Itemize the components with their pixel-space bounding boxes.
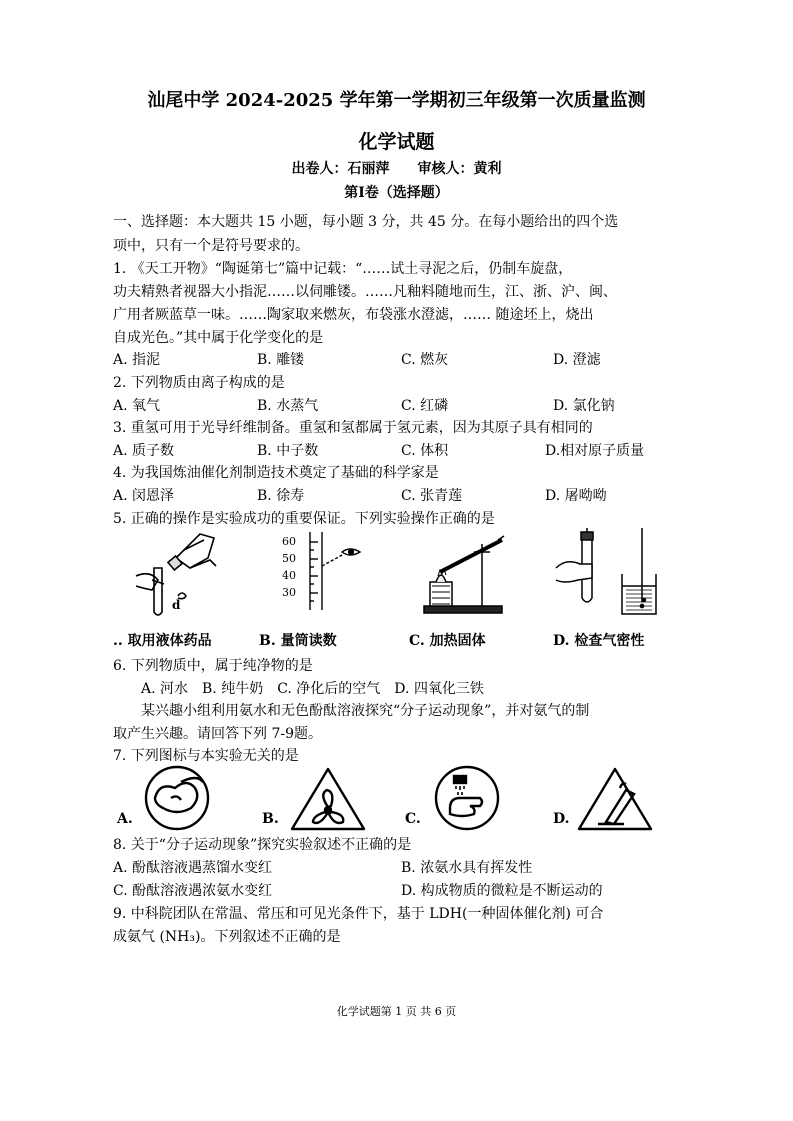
- q4-stem: 4. 为我国炼油催化剂制造技术奠定了基础的科学家是: [113, 465, 439, 481]
- q1-line3: 广用者厥蓝草一味。……陶家取来燃灰，布袋涨水澄滤，…… 随途坯上，烧出: [113, 307, 594, 323]
- q1-line1: 1. 《天工开物》“陶诞第七”篇中记载：“……试土寻泥之后，仍制车旋盘，: [113, 261, 573, 277]
- cylinder-tick-60: 60: [282, 535, 296, 548]
- q8-stem: 8. 关于“分子运动现象”探究实验叙述不正确的是: [113, 837, 412, 853]
- q6-options: A. 河水 B. 纯牛奶 C. 净化后的空气 D. 四氧化三铁: [141, 681, 484, 697]
- cylinder-tick-50: 50: [282, 552, 296, 565]
- q5-option-d: D. 检查气密性: [553, 633, 645, 649]
- q8-option-d: D. 构成物质的微粒是不断运动的: [401, 883, 603, 899]
- q3-option-b: B. 中子数: [257, 443, 319, 459]
- q5-figure-pour-liquid: [128, 528, 223, 620]
- q5-figure-cylinder-reading: [282, 532, 372, 612]
- subject-title: 化学试题: [358, 131, 435, 153]
- q5-stem: 5. 正确的操作是实验成功的重要保证。下列实验操作正确的是: [113, 511, 495, 527]
- section-instruction-line2: 项中，只有一个是符号要求的。: [113, 238, 309, 254]
- q8-option-b: B. 浓氨水具有挥发性: [401, 860, 533, 876]
- q2-option-c: C. 红磷: [401, 398, 449, 414]
- section-instruction-line1: 一、选择题：本大题共 15 小题，每小题 3 分，共 45 分。在每小题给出的四个选: [113, 214, 619, 230]
- q1-option-d: D. 澄滤: [553, 352, 601, 368]
- page-footer: 化学试题第 1 页 共 6 页: [336, 1005, 457, 1018]
- q1-line2: 功夫精熟者视器大小指泥……以伺雕镂。……凡釉料随地而生，江、浙、沪、闽、: [113, 284, 617, 300]
- q9-line2: 成氨气 (NH₃)。下列叙述不正确的是: [113, 929, 341, 945]
- q7-icon-fan-ventilation-icon: [289, 766, 367, 832]
- q4-option-d: D. 屠呦呦: [545, 488, 607, 504]
- q2-option-d: D. 氯化钠: [553, 398, 615, 414]
- q5-option-c: C. 加热固体: [409, 633, 486, 649]
- q1-option-b: B. 雕镂: [257, 352, 305, 368]
- q5-option-b: B. 量筒读数: [259, 633, 337, 649]
- q8-option-c: C. 酚酞溶液遇浓氨水变红: [113, 883, 273, 899]
- q5-option-a: .. 取用液体药品: [113, 633, 212, 649]
- q7-label-b: B.: [262, 811, 279, 827]
- q1-option-c: C. 燃灰: [401, 352, 449, 368]
- q4-option-c: C. 张青莲: [401, 488, 463, 504]
- intro-line1: 某兴趣小组利用氨水和无色酚酞溶液探究“分子运动现象”，并对氨气的制: [141, 703, 590, 719]
- q7-label-a: A.: [117, 811, 133, 827]
- q3-option-d: D.相对原子质量: [545, 443, 645, 459]
- q3-stem: 3. 重氢可用于光导纤维制备。重氢和氢都属于氢元素，因为其原子具有相同的: [113, 420, 593, 436]
- q1-option-a: A. 指泥: [113, 352, 161, 368]
- q7-stem: 7. 下列图标与本实验无关的是: [113, 748, 299, 764]
- q6-stem: 6. 下列物质中，属于纯净物的是: [113, 658, 313, 674]
- q7-icon-hot-surface-icon: [576, 766, 654, 832]
- cylinder-tick-40: 40: [282, 569, 296, 582]
- q4-option-b: B. 徐寿: [257, 488, 305, 504]
- q7-label-c: C.: [405, 811, 421, 827]
- q1-line4: 自成光色。”其中属于化学变化的是: [113, 330, 324, 346]
- q8-option-a: A. 酚酞溶液遇蒸馏水变红: [113, 860, 273, 876]
- q7-label-d: D.: [553, 811, 570, 827]
- q7-icon-hand-protection-icon: [432, 764, 502, 832]
- q9-line1: 9. 中科院团队在常温、常压和可见光条件下，基于 LDH(一种固体催化剂) 可合: [113, 906, 604, 922]
- q2-stem: 2. 下列物质由离子构成的是: [113, 375, 285, 391]
- q3-option-c: C. 体积: [401, 443, 449, 459]
- q5-figure-heating-solid: [418, 526, 508, 618]
- intro-line2: 取产生兴趣。请回答下列 7-9题。: [113, 726, 322, 742]
- q3-option-a: A. 质子数: [113, 443, 175, 459]
- exam-title: 汕尾中学 2024-2025 学年第一学期初三年级第一次质量监测: [147, 90, 646, 111]
- q7-icon-hand-wash-icon: [141, 764, 213, 832]
- q4-option-a: A. 闵恩泽: [113, 488, 175, 504]
- authors-line: 出卷人：石丽萍 审核人：黄利: [291, 161, 502, 177]
- volume-title: 第Ⅰ卷（选择题）: [344, 185, 449, 201]
- cylinder-tick-30: 30: [282, 586, 296, 599]
- q5-stray-mark: d: [172, 598, 181, 612]
- q5-figure-airtight-check: [552, 528, 662, 618]
- q2-option-b: B. 水蒸气: [257, 398, 319, 414]
- q2-option-a: A. 氧气: [113, 398, 161, 414]
